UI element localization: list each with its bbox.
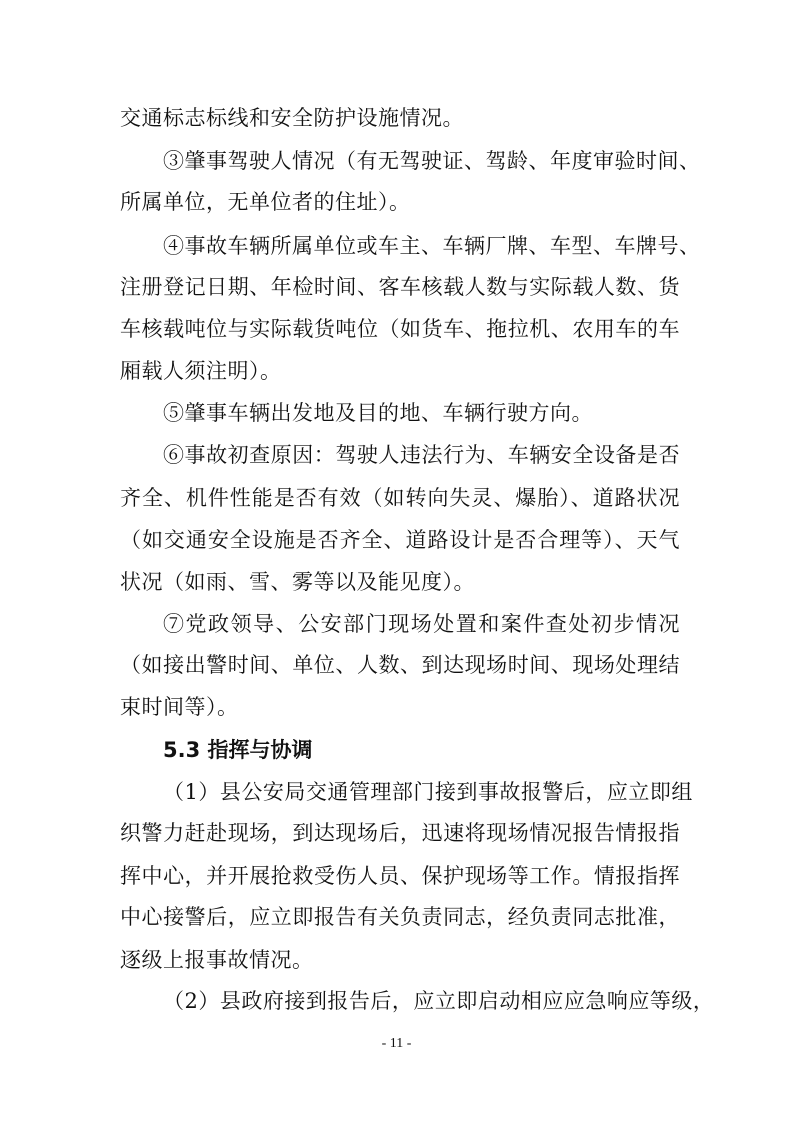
text-line: （1）县公安局交通管理部门接到事故报警后，应立即组 (163, 780, 693, 804)
text-line: 齐全、机件性能是否有效（如转向失灵、爆胎）、道路状况 (120, 486, 680, 510)
text-line: 织警力赶赴现场，到达现场后，迅速将现场情况报告情报指 (120, 821, 680, 845)
page-number: - 11 - (381, 1036, 412, 1051)
text-line: 挥中心，并开展抢救受伤人员、保护现场等工作。情报指挥 (120, 864, 680, 888)
text-line: 状况（如雨、雪、雾等以及能见度）。 (120, 570, 475, 594)
text-line: ⑤肇事车辆出发地及目的地、车辆行驶方向。 (163, 401, 593, 425)
text-line: 厢载人须注明）。 (120, 359, 282, 383)
text-line: ⑥事故初查原因：驾驶人违法行为、车辆安全设备是否 (163, 443, 680, 467)
text-line: ③肇事驾驶人情况（有无驾驶证、驾龄、年度审验时间、 (163, 149, 701, 173)
text-line: 束时间等）。 (120, 695, 239, 719)
text-line: （2）县政府接到报告后，应立即启动相应应急响应等级， (163, 989, 715, 1013)
text-line: 交通标志标线和安全防护设施情况。 (120, 106, 464, 130)
text-line: ⑦党政领导、公安部门现场处置和案件查处初步情况 (163, 612, 680, 636)
text-line: 逐级上报事故情况。 (120, 948, 314, 972)
text-line: 中心接警后，应立即报告有关负责同志，经负责同志批准， (120, 905, 680, 929)
text-line: 车核载吨位与实际载货吨位（如货车、拖拉机、农用车的车 (120, 317, 680, 341)
text-line: ④事故车辆所属单位或车主、车辆厂牌、车型、车牌号、 (163, 234, 701, 258)
text-line: （如接出警时间、单位、人数、到达现场时间、现场处理结 (120, 653, 680, 677)
text-line: （如交通安全设施是否齐全、道路设计是否合理等）、天气 (120, 528, 680, 552)
text-line: 注册登记日期、年检时间、客车核载人数与实际载人数、货 (120, 275, 680, 299)
text-line: 所属单位，无单位者的住址）。 (120, 190, 411, 214)
section-heading: 5.3 指挥与协调 (163, 738, 313, 762)
